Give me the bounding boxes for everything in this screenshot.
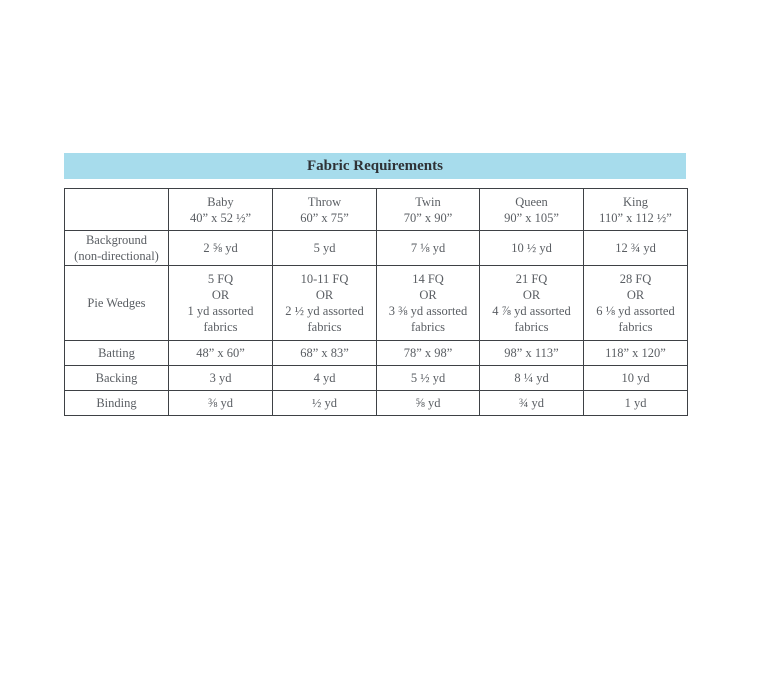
table-cell: 48” x 60”: [169, 341, 273, 366]
column-header-queen: Queen 90” x 105”: [480, 189, 584, 231]
table-cell: 2 ⅝ yd: [169, 231, 273, 266]
table-title: Fabric Requirements: [64, 153, 686, 179]
table-cell: ¾ yd: [480, 391, 584, 416]
row-label: Pie Wedges: [65, 266, 169, 341]
row-label: Batting: [65, 341, 169, 366]
table-cell: 118” x 120”: [584, 341, 688, 366]
column-header-throw: Throw 60” x 75”: [273, 189, 377, 231]
table-cell: 5 ½ yd: [377, 366, 480, 391]
table-cell: 8 ¼ yd: [480, 366, 584, 391]
fabric-requirements-table: [64, 188, 688, 416]
table-row-background: [65, 231, 688, 266]
table-cell: 10 yd: [584, 366, 688, 391]
table-row-pie-wedges: [65, 266, 688, 341]
table-cell: ⅜ yd: [169, 391, 273, 416]
table-cell: 7 ⅛ yd: [377, 231, 480, 266]
table-cell: ⅝ yd: [377, 391, 480, 416]
column-header-baby: Baby 40” x 52 ½”: [169, 189, 273, 231]
table-row-binding: [65, 391, 688, 416]
table-cell: 5 yd: [273, 231, 377, 266]
table-cell: 10 ½ yd: [480, 231, 584, 266]
table-cell: 5 FQ OR 1 yd assorted fabrics: [169, 266, 273, 341]
table-cell: 3 yd: [169, 366, 273, 391]
column-header-king: King 110” x 112 ½”: [584, 189, 688, 231]
row-label: Background (non-directional): [65, 231, 169, 266]
table-cell: 14 FQ OR 3 ⅜ yd assorted fabrics: [377, 266, 480, 341]
column-header-twin: Twin 70” x 90”: [377, 189, 480, 231]
table-cell: 78” x 98”: [377, 341, 480, 366]
corner-cell: [65, 189, 169, 231]
table-cell: 98” x 113”: [480, 341, 584, 366]
row-label: Backing: [65, 366, 169, 391]
table-cell: 28 FQ OR 6 ⅛ yd assorted fabrics: [584, 266, 688, 341]
table-cell: 68” x 83”: [273, 341, 377, 366]
row-label: Binding: [65, 391, 169, 416]
table-cell: 10-11 FQ OR 2 ½ yd assorted fabrics: [273, 266, 377, 341]
table-cell: 21 FQ OR 4 ⅞ yd assorted fabrics: [480, 266, 584, 341]
table-cell: 4 yd: [273, 366, 377, 391]
table-cell: 1 yd: [584, 391, 688, 416]
table-row-batting: [65, 341, 688, 366]
table-cell: 12 ¾ yd: [584, 231, 688, 266]
header-row: [65, 189, 688, 231]
table-row-backing: [65, 366, 688, 391]
table-cell: ½ yd: [273, 391, 377, 416]
